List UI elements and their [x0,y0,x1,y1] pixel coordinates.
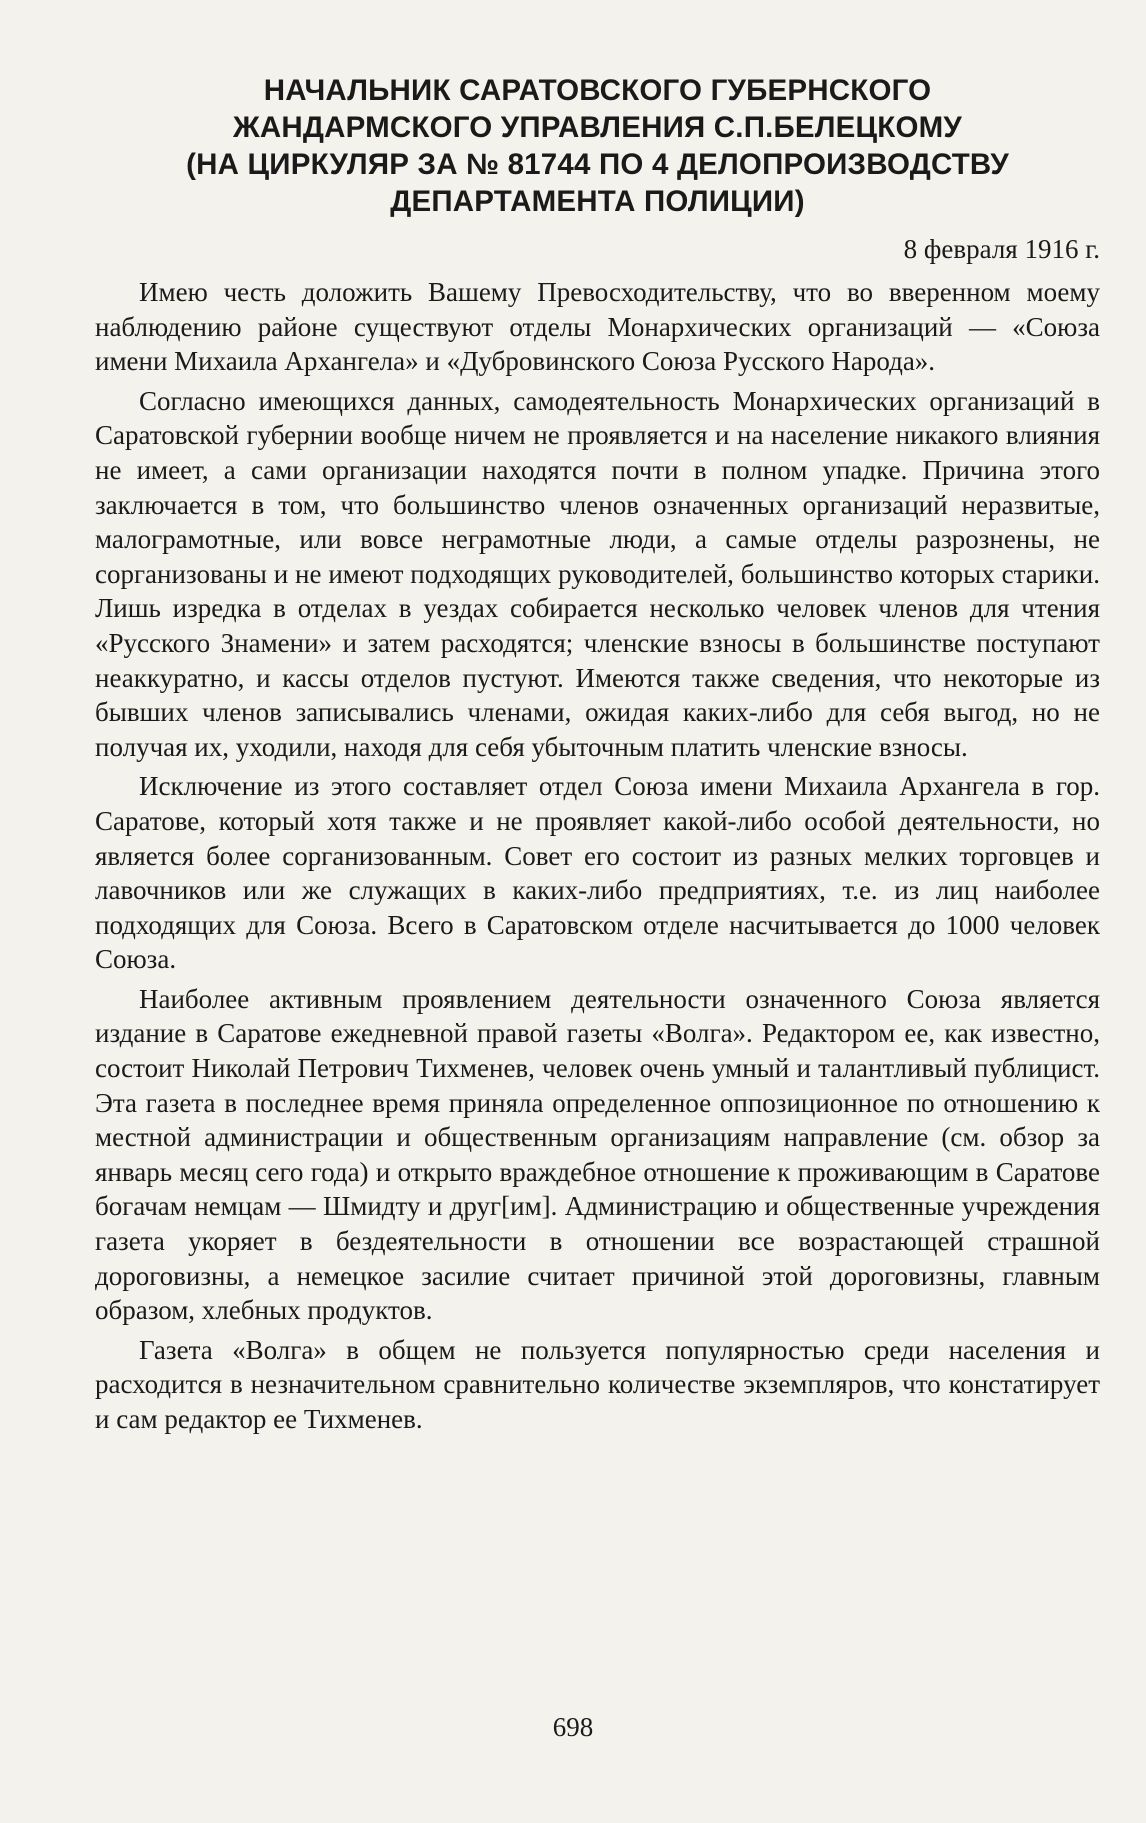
title-line: НАЧАЛЬНИК САРАТОВСКОГО ГУБЕРНСКОГО [263,74,932,107]
title-line: (НА ЦИРКУЛЯР ЗА № 81744 ПО 4 ДЕЛОПРОИЗВОДСТВУ [186,148,1009,181]
document-date: 8 февраля 1916 г. [903,234,1100,264]
paragraph: Наиболее активным проявлением деятельности означенного Союза является издание в Саратове ежедневной правой газеты «Волга». Редактором ее, как известно, состоит Николай Петрович Тихменев, человек очень умный и талантливый публицист. Эта газета в последнее время приняла определенное оппозиционное по отношению к местной администрации и общественным организациям направление (см. обзор за январь месяц сего года) и открыто враждебное отношение к проживающим в Саратове богачам немцам — Шмидту и друг[им]. Администрацию и общественные учреждения газета укоряет в бездеятельности в отношении все возрастающей страшной дороговизны, а немецкое засилие считает причиной этой дороговизны, главным образом, хлебных продуктов. [95,983,1100,1326]
paragraph: Согласно имеющихся данных, самодеятельность Монархических организаций в Саратовской губернии вообще ничем не проявляется и на население никакого влияния не имеет, а сами организации находятся почти в полном упадке. Причина этого заключается в том, что большинство членов означенных организаций неразвитые, малограмотные, или вовсе неграмотные люди, а самые отделы разрознены, не сорганизованы и не имеют подходящих руководителей, большинство которых старики. Лишь изредка в отделах в уездах собирается несколько человек членов для чтения «Русского Знамени» и затем расходятся; членские взносы в большинстве поступают неаккуратно, и кассы отделов пустуют. Имеются также сведения, что некоторые из бывших членов записывались членами, ожидая каких-либо для себя выгод, но не получая их, уходили, находя для себя убыточным платить членские взносы. [95,385,1100,762]
document-body [95,275,1100,1437]
paragraph: Газета «Волга» в общем не пользуется популярностью среди населения и расходится в незначительном сравнительно количестве экземпляров, что констатирует и сам редактор ее Тихменев. [95,1334,1100,1434]
title-line: ЖАНДАРМСКОГО УПРАВЛЕНИЯ С.П.БЕЛЕЦКОМУ [233,111,962,144]
paragraph: Имею честь доложить Вашему Превосходительству, что во вверенном моему наблюдению районе существуют отделы Монархических организаций — «Союза имени Михаила Архангела» и «Дубровинского Союза Русского Народа». [95,277,1100,377]
document-title [95,72,1100,220]
paragraph: Исключение из этого составляет отдел Союза имени Михаила Архангела в гор. Саратове, который хотя также и не проявляет какой-либо особой деятельности, но является более сорганизованным. Совет его состоит из разных мелких торговцев и лавочников или же служащих в каких-либо предприятиях, т.е. из лиц наиболее подходящих для Союза. Всего в Саратовском отделе насчитывается до 1000 человек Союза. [95,771,1100,975]
title-line: ДЕПАРТАМЕНТА ПОЛИЦИИ) [390,185,805,218]
page-number: 698 [552,1712,594,1742]
